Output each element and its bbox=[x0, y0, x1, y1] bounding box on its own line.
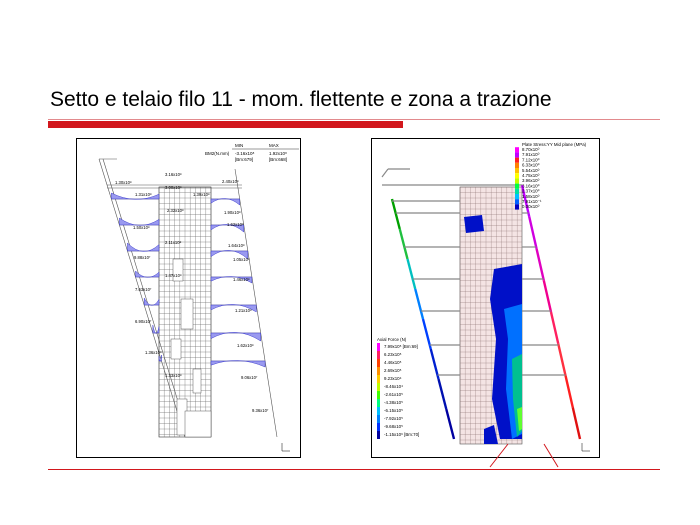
stress-legend-value: 7.91x10⁻¹ bbox=[522, 199, 542, 204]
title-rule-red bbox=[48, 121, 403, 128]
stress-legend-value: 7.12x10⁰ bbox=[522, 157, 540, 163]
axial-legend-swatch bbox=[377, 391, 380, 399]
stress-legend-swatch bbox=[515, 189, 519, 194]
title-rule-thin bbox=[48, 119, 660, 120]
axis-triad-right bbox=[582, 443, 590, 451]
stress-legend-value: 5.54x10⁰ bbox=[522, 167, 540, 173]
arrow-left bbox=[490, 444, 508, 467]
bm-legend-row-label: BM2(N.mm) bbox=[205, 151, 230, 156]
bm-value-label: 3.16x10⁸ bbox=[165, 172, 182, 177]
bm-value-label: 2.40x10⁸ bbox=[222, 179, 239, 184]
stress-contour-figure bbox=[371, 138, 600, 458]
bm-value-label: 3.00x10⁸ bbox=[165, 185, 182, 190]
axial-legend-value: -2.61x10⁵ bbox=[384, 392, 403, 397]
bm-legend bbox=[205, 143, 299, 162]
stress-legend-value: 7.91x10⁰ bbox=[522, 152, 540, 158]
bm-value-label: 2.11x10⁸ bbox=[165, 240, 182, 245]
bm-value-label: 1.36x10⁸ bbox=[145, 350, 162, 355]
bending-moment-figure bbox=[76, 138, 301, 458]
bm-value-label: 1.39x10⁸ bbox=[193, 192, 210, 197]
axial-legend-value: -4.38x10⁵ bbox=[384, 400, 403, 405]
stress-legend-swatch bbox=[515, 152, 519, 157]
axial-legend-swatch bbox=[377, 431, 380, 439]
axial-legend-value: 2.69x10⁵ bbox=[384, 368, 402, 373]
arrow-right bbox=[544, 444, 558, 467]
axial-legend-value: 4.46x10⁵ bbox=[384, 360, 402, 365]
axial-legend-swatch bbox=[377, 383, 380, 391]
bm-legend-max-header: MAX bbox=[269, 143, 279, 148]
bm-value-label: 7.63x10⁷ bbox=[135, 287, 152, 292]
axial-legend-swatch bbox=[377, 415, 380, 423]
stress-legend-value: 3.96x10⁰ bbox=[522, 178, 540, 184]
stress-legend-value: 3.16x10⁰ bbox=[522, 183, 540, 189]
axial-legend-value: 9.23x10⁴ bbox=[384, 376, 402, 381]
stress-legend-value: 6.33x10⁰ bbox=[522, 162, 540, 168]
axial-force-legend bbox=[377, 337, 419, 439]
axial-legend-swatch bbox=[377, 375, 380, 383]
stress-legend bbox=[515, 142, 587, 210]
axial-legend-swatch bbox=[377, 343, 380, 351]
axial-legend-swatch bbox=[377, 399, 380, 407]
slide-title: Setto e telaio filo 11 - mom. flettente e zona a trazione bbox=[50, 88, 552, 111]
stress-legend-value: 1.58x10⁰ bbox=[522, 193, 540, 199]
axis-triad-left bbox=[282, 443, 290, 451]
stress-legend-swatch bbox=[515, 178, 519, 183]
stress-legend-value: 0.00x10⁰ bbox=[522, 204, 540, 210]
axial-legend-swatch bbox=[377, 407, 380, 415]
axial-legend-swatch bbox=[377, 351, 380, 359]
bm-value-label: 1.62x10⁸ bbox=[227, 222, 244, 227]
bm-value-label: 1.62x10⁸ bbox=[237, 343, 254, 348]
axial-legend-value: -6.15x10⁵ bbox=[384, 408, 403, 413]
bm-value-label: 1.47x10⁸ bbox=[165, 273, 182, 278]
stress-legend-title: Plate Stress:YY Mid plane (MPa) bbox=[522, 142, 587, 147]
stress-legend-swatch bbox=[515, 194, 519, 199]
bm-value-label: 9.88x10⁷ bbox=[134, 255, 151, 260]
stress-legend-swatch bbox=[515, 199, 519, 204]
stress-legend-swatch bbox=[515, 168, 519, 173]
axial-legend-value: -1.15x10⁶ [Bm:70] bbox=[384, 432, 420, 437]
stress-legend-swatch bbox=[515, 184, 519, 189]
bm-legend-max-ref: [Bm:668] bbox=[269, 157, 288, 162]
axial-legend-value: 7.99x10⁵ [Bm:69] bbox=[384, 344, 418, 349]
stress-legend-value: 8.70x10⁰ bbox=[522, 147, 540, 152]
axial-legend-swatch bbox=[377, 359, 380, 367]
bm-value-label: 6.90x10⁷ bbox=[135, 319, 152, 324]
bm-value-label: 1.46x10⁸ bbox=[233, 277, 250, 282]
axial-legend-title: Axial Force (N) bbox=[377, 337, 407, 342]
stress-legend-value: 4.75x10⁰ bbox=[522, 173, 540, 178]
bm-legend-min-header: MIN bbox=[235, 143, 244, 148]
bm-value-label: 1.05x10⁸ bbox=[233, 257, 250, 262]
axial-legend-swatch bbox=[377, 423, 380, 431]
stress-legend-swatch bbox=[515, 158, 519, 163]
bm-legend-max-value: 1.92x10⁸ bbox=[269, 151, 287, 156]
bm-value-label: 9.36x10⁷ bbox=[252, 408, 269, 413]
axial-legend-swatch bbox=[377, 367, 380, 375]
axial-legend-value: 6.23x10⁵ bbox=[384, 352, 402, 357]
bm-value-label: 9.06x10⁷ bbox=[241, 375, 258, 380]
bm-value-label: 1.21x10⁸ bbox=[235, 308, 252, 313]
bm-value-label: 1.64x10⁸ bbox=[228, 243, 245, 248]
stress-legend-swatch bbox=[515, 147, 519, 152]
axial-legend-value: -8.46x10⁴ bbox=[384, 384, 403, 389]
bm-value-label: 1.90x10⁸ bbox=[224, 210, 241, 215]
stress-legend-swatch bbox=[515, 173, 519, 178]
bm-value-label: 2.32x10⁸ bbox=[167, 208, 184, 213]
tension-zone-arrows bbox=[480, 440, 570, 470]
axial-legend-value: -9.68x10⁵ bbox=[384, 424, 403, 429]
bm-value-label: 1.33x10⁸ bbox=[165, 373, 182, 378]
stress-legend-value: 2.37x10⁰ bbox=[522, 188, 540, 194]
bm-value-label: 1.30x10⁸ bbox=[115, 180, 132, 185]
stress-legend-swatch bbox=[515, 163, 519, 168]
bm-legend-min-ref: [Bm:679] bbox=[235, 157, 254, 162]
axial-legend-value: -7.92x10⁵ bbox=[384, 416, 403, 421]
bm-value-label: 1.50x10⁸ bbox=[133, 225, 150, 230]
bm-legend-min-value: -3.16x10⁸ bbox=[235, 151, 255, 156]
bm-value-label: 1.31x10⁸ bbox=[135, 192, 152, 197]
stress-legend-swatch bbox=[515, 204, 519, 209]
